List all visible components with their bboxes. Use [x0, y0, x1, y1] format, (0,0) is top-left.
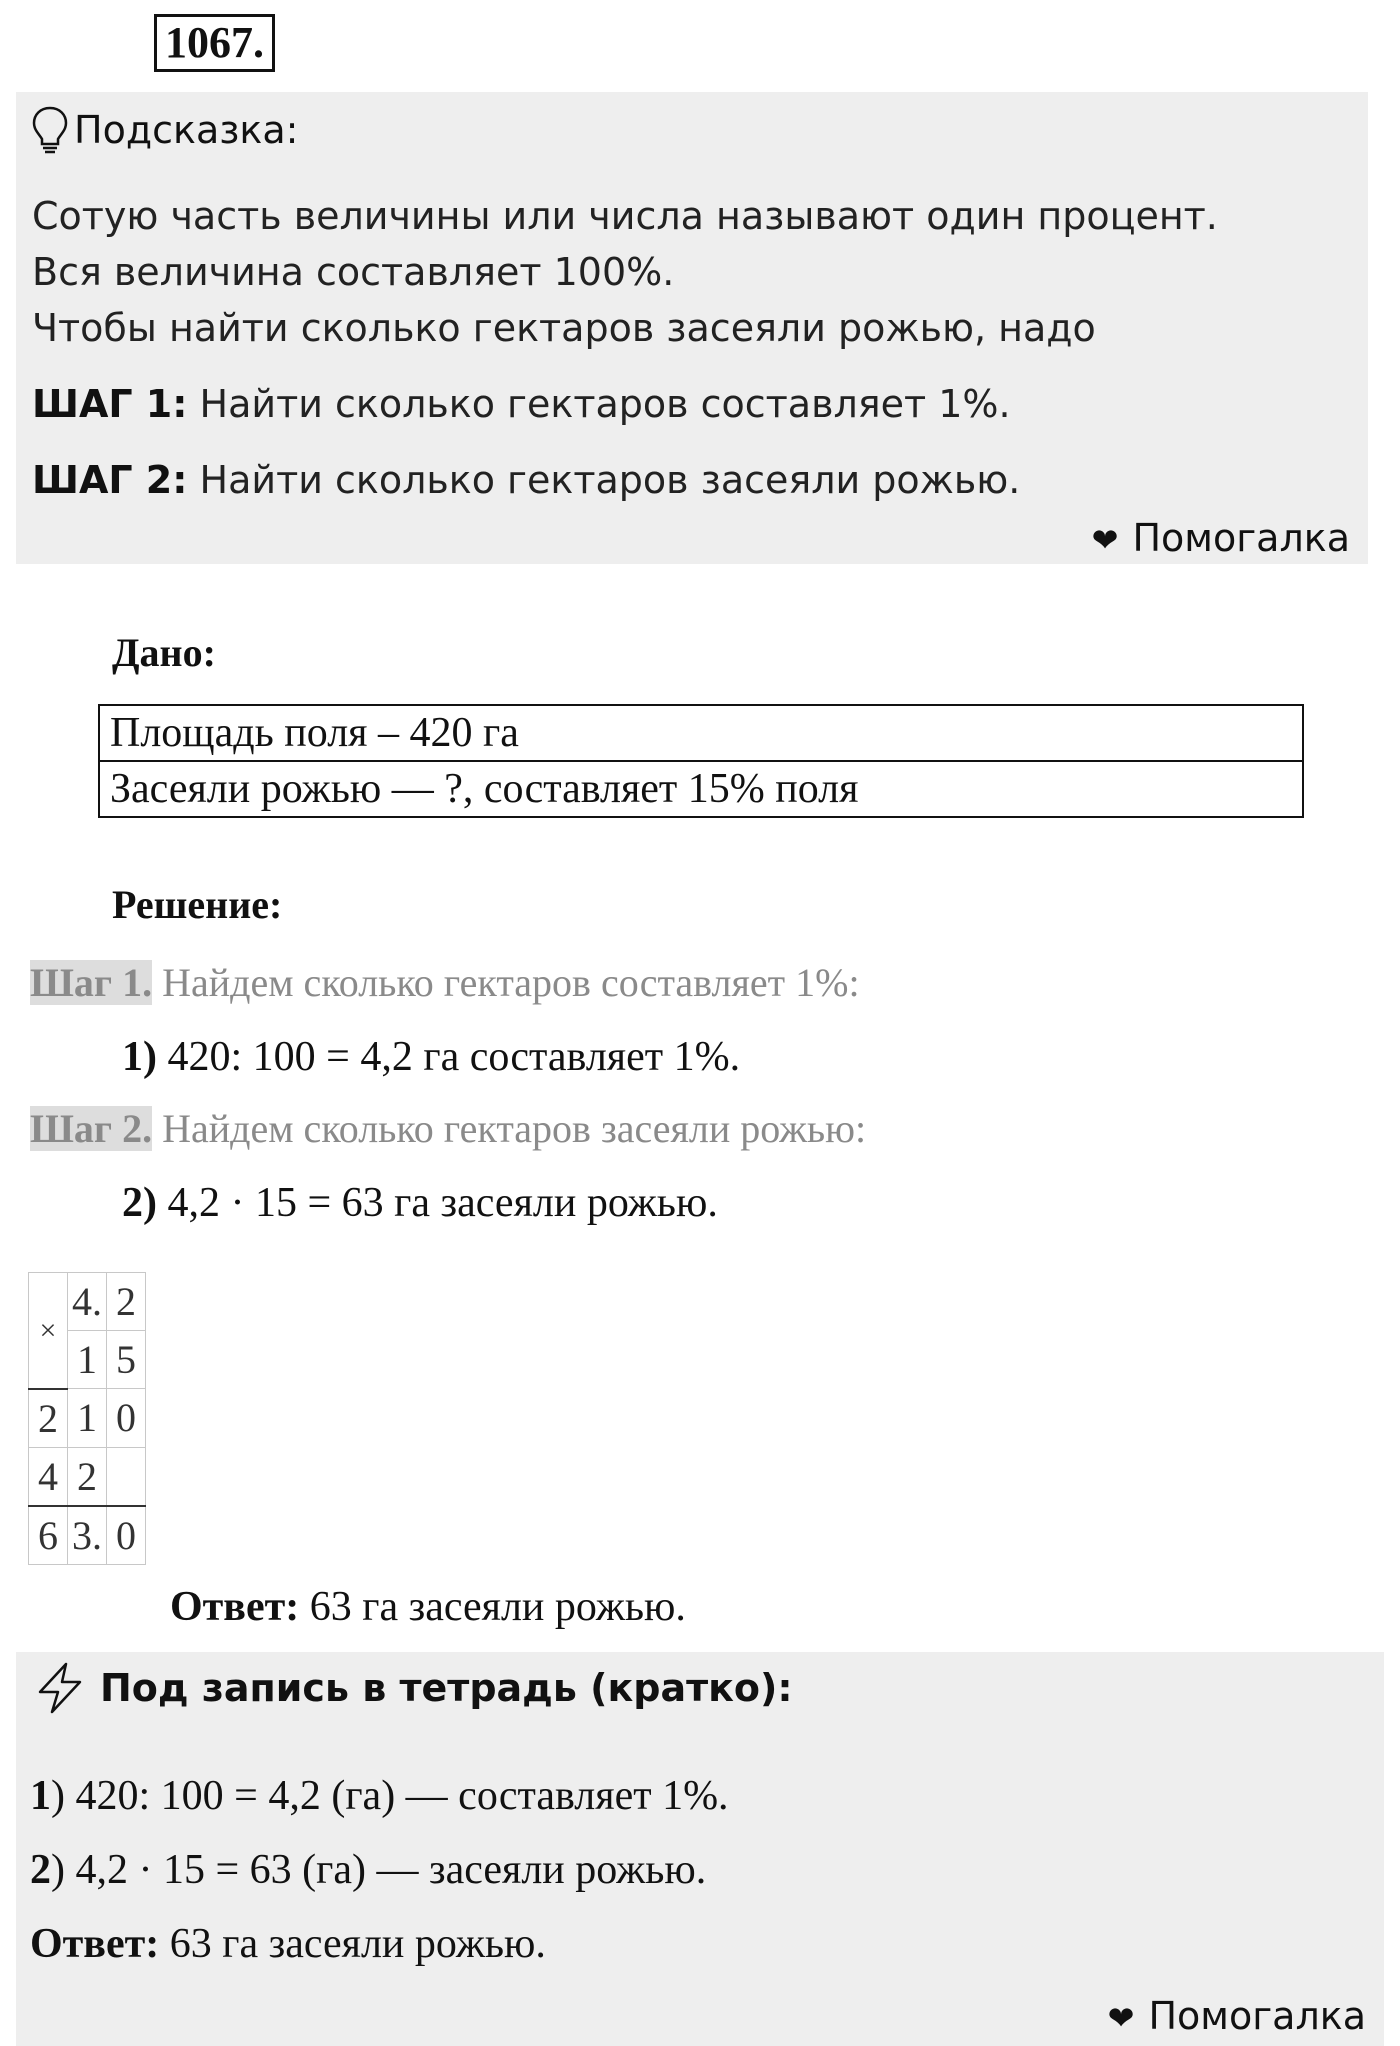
calc-line-1 — [122, 1030, 740, 1084]
grid-cell: 2 — [68, 1447, 107, 1506]
answer-label: Ответ: — [170, 1584, 300, 1630]
hint-step-text: Найти сколько гектаров составляет 1%. — [199, 382, 1011, 426]
grid-cell: 6 — [29, 1506, 68, 1565]
given-title: Дано: — [112, 630, 216, 675]
short-line-number: 2 — [30, 1847, 51, 1893]
heart-icon: ❤ — [1107, 1999, 1135, 2037]
short-line-number: 1 — [30, 1773, 51, 1819]
lightbulb-icon — [30, 104, 70, 156]
grid-cell: 3. — [68, 1506, 107, 1565]
answer-text: 63 га засеяли рожью. — [299, 1584, 686, 1630]
column-multiplication — [28, 1272, 146, 1565]
hint-step-text: Найти сколько гектаров засеяли рожью. — [199, 458, 1021, 502]
brand-text: Помогалка — [1148, 1994, 1366, 2038]
hint-step-label: ШАГ 2: — [32, 458, 188, 502]
given-table — [98, 704, 1304, 818]
short-answer-line — [30, 1916, 546, 1972]
given-row: Засеяли рожью — ?, составляет 15% поля — [99, 761, 1303, 817]
hint-line: Вся величина составляет 100%. — [32, 250, 675, 294]
brand-label — [1092, 512, 1350, 566]
step-text: Найдем сколько гектаров засеяли рожью: — [152, 1106, 867, 1151]
lightning-icon — [32, 1660, 88, 1716]
grid-cell: 1 — [68, 1331, 107, 1389]
step-label: Шаг 2. — [30, 1106, 153, 1151]
short-answer-label: Ответ: — [30, 1921, 160, 1967]
hint-line: Чтобы найти сколько гектаров засеяли рожью, надо — [32, 306, 1096, 350]
solution-step-1 — [30, 956, 860, 1010]
grid-cell: 4. — [68, 1273, 107, 1331]
calc-number: 1) — [122, 1034, 157, 1080]
grid-cell: 0 — [107, 1506, 146, 1565]
answer-line — [170, 1580, 686, 1634]
short-answer-text: 63 га засеяли рожью. — [159, 1921, 546, 1967]
grid-cell: 4 — [29, 1447, 68, 1506]
given-row: Площадь поля – 420 га — [99, 705, 1303, 761]
grid-cell — [107, 1447, 146, 1506]
grid-cell: 1 — [68, 1389, 107, 1448]
hint-step-label: ШАГ 1: — [32, 382, 188, 426]
calc-text: 4,2 · 15 = 63 га засеяли рожью. — [157, 1180, 718, 1226]
multiply-sign: × — [29, 1273, 68, 1389]
solution-title: Решение: — [112, 882, 283, 927]
calc-number: 2) — [122, 1180, 157, 1226]
hint-line: Сотую часть величины или числа называют один процент. — [32, 194, 1218, 238]
task-number: 1067. — [154, 14, 275, 72]
grid-cell: 2 — [107, 1273, 146, 1331]
short-record-title: Под запись в тетрадь (кратко): — [100, 1666, 793, 1710]
brand-text: Помогалка — [1132, 516, 1350, 560]
step-label: Шаг 1. — [30, 960, 153, 1005]
grid-cell: 0 — [107, 1389, 146, 1448]
brand-label — [1108, 1990, 1366, 2044]
hint-step-2 — [32, 454, 1020, 506]
heart-icon: ❤ — [1091, 521, 1119, 559]
hint-title: Подсказка: — [74, 108, 299, 152]
short-line-2 — [30, 1842, 706, 1898]
step-text: Найдем сколько гектаров составляет 1%: — [152, 960, 860, 1005]
short-line-1 — [30, 1768, 729, 1824]
solution-step-2 — [30, 1102, 866, 1156]
short-line-text: ) 420: 100 = 4,2 (га) — составляет 1%. — [51, 1773, 729, 1819]
hint-step-1 — [32, 378, 1011, 430]
calc-text: 420: 100 = 4,2 га составляет 1%. — [157, 1034, 741, 1080]
calc-line-2 — [122, 1176, 718, 1230]
grid-cell: 2 — [29, 1389, 68, 1448]
grid-cell: 5 — [107, 1331, 146, 1389]
short-line-text: ) 4,2 · 15 = 63 (га) — засеяли рожью. — [51, 1847, 707, 1893]
